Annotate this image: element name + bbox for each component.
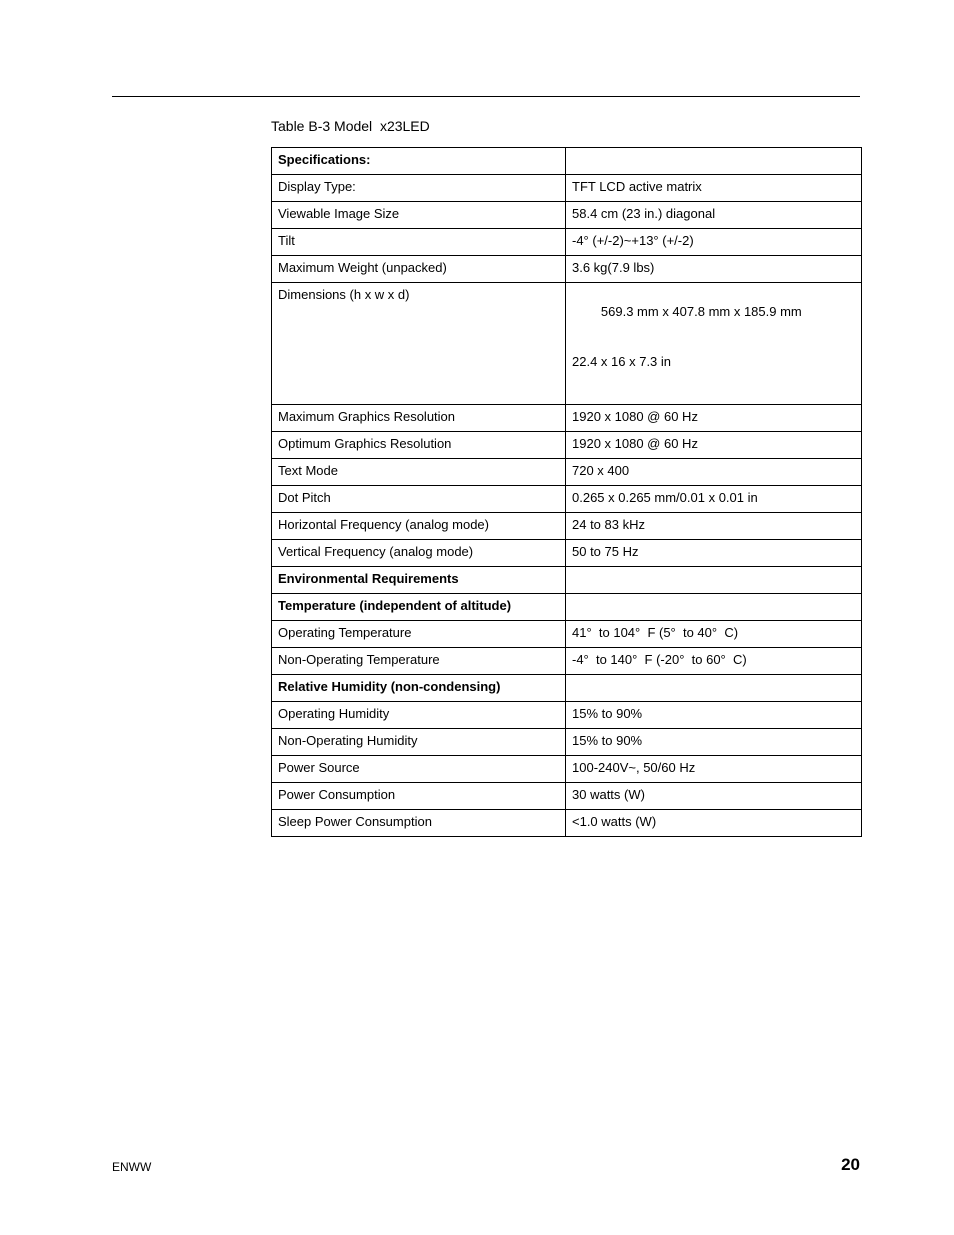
row-value: <1.0 watts (W)	[566, 810, 862, 837]
row-value-imperial: 22.4 x 16 x 7.3 in	[572, 354, 672, 369]
page-number: 20	[841, 1155, 860, 1174]
row-value: 1920 x 1080 @ 60 Hz	[566, 432, 862, 459]
row-label: Power Consumption	[272, 783, 566, 810]
row-value: 720 x 400	[566, 459, 862, 486]
row-value: 30 watts (W)	[566, 783, 862, 810]
row-label: Environmental Requirements	[272, 567, 566, 594]
row-value: 100-240V~, 50/60 Hz	[566, 756, 862, 783]
table-row	[272, 756, 862, 783]
row-label: Operating Temperature	[272, 621, 566, 648]
row-label: Relative Humidity (non-condensing)	[272, 675, 566, 702]
row-label: Maximum Weight (unpacked)	[272, 256, 566, 283]
row-label: Non-Operating Temperature	[272, 648, 566, 675]
row-label: Operating Humidity	[272, 702, 566, 729]
row-label: Power Source	[272, 756, 566, 783]
table-row	[272, 486, 862, 513]
table-row	[272, 256, 862, 283]
row-label: Maximum Graphics Resolution	[272, 405, 566, 432]
table-row	[272, 648, 862, 675]
row-value	[566, 567, 862, 594]
footer-document-code: ENWW	[112, 1160, 152, 1174]
row-label: Dot Pitch	[272, 486, 566, 513]
row-value-metric: 569.3 mm x 407.8 mm x 185.9 mm	[600, 304, 802, 319]
row-label: Specifications:	[272, 148, 566, 175]
table-row	[272, 729, 862, 756]
row-label: Dimensions (h x w x d)	[272, 283, 566, 405]
row-value: 24 to 83 kHz	[566, 513, 862, 540]
table-row	[272, 405, 862, 432]
table-row	[272, 540, 862, 567]
table-caption: Table B-3 Model x23LED	[271, 118, 430, 134]
row-value: -4° (+/-2)~+13° (+/-2)	[566, 229, 862, 256]
row-value: 1920 x 1080 @ 60 Hz	[566, 405, 862, 432]
row-label: Tilt	[272, 229, 566, 256]
row-value: 58.4 cm (23 in.) diagonal	[566, 202, 862, 229]
table-row	[272, 621, 862, 648]
row-value: 0.265 x 0.265 mm/0.01 x 0.01 in	[566, 486, 862, 513]
table-row	[272, 229, 862, 256]
row-value: 50 to 75 Hz	[566, 540, 862, 567]
table-row	[272, 783, 862, 810]
table-row	[272, 513, 862, 540]
row-label: Horizontal Frequency (analog mode)	[272, 513, 566, 540]
table-row	[272, 432, 862, 459]
header-rule	[112, 96, 860, 97]
row-label: Non-Operating Humidity	[272, 729, 566, 756]
table-row	[272, 202, 862, 229]
row-label: Text Mode	[272, 459, 566, 486]
row-label: Vertical Frequency (analog mode)	[272, 540, 566, 567]
section-row-humidity	[272, 675, 862, 702]
row-label: Optimum Graphics Resolution	[272, 432, 566, 459]
row-label: Sleep Power Consumption	[272, 810, 566, 837]
row-value: 41° to 104° F (5° to 40° C)	[566, 621, 862, 648]
row-value	[566, 594, 862, 621]
row-value	[566, 148, 862, 175]
spec-table	[271, 147, 862, 837]
row-value: 15% to 90%	[566, 702, 862, 729]
table-row	[272, 810, 862, 837]
table-row	[272, 175, 862, 202]
row-value: 15% to 90%	[566, 729, 862, 756]
row-value: TFT LCD active matrix	[566, 175, 862, 202]
row-label: Viewable Image Size	[272, 202, 566, 229]
section-row-temperature	[272, 594, 862, 621]
row-value	[566, 675, 862, 702]
row-value: -4° to 140° F (-20° to 60° C)	[566, 648, 862, 675]
section-row-specifications	[272, 148, 862, 175]
table-row	[272, 702, 862, 729]
row-value	[566, 283, 862, 405]
row-label: Temperature (independent of altitude)	[272, 594, 566, 621]
section-row-environmental	[272, 567, 862, 594]
table-row-dimensions	[272, 283, 862, 405]
row-label: Display Type:	[272, 175, 566, 202]
table-row	[272, 459, 862, 486]
row-value: 3.6 kg(7.9 lbs)	[566, 256, 862, 283]
